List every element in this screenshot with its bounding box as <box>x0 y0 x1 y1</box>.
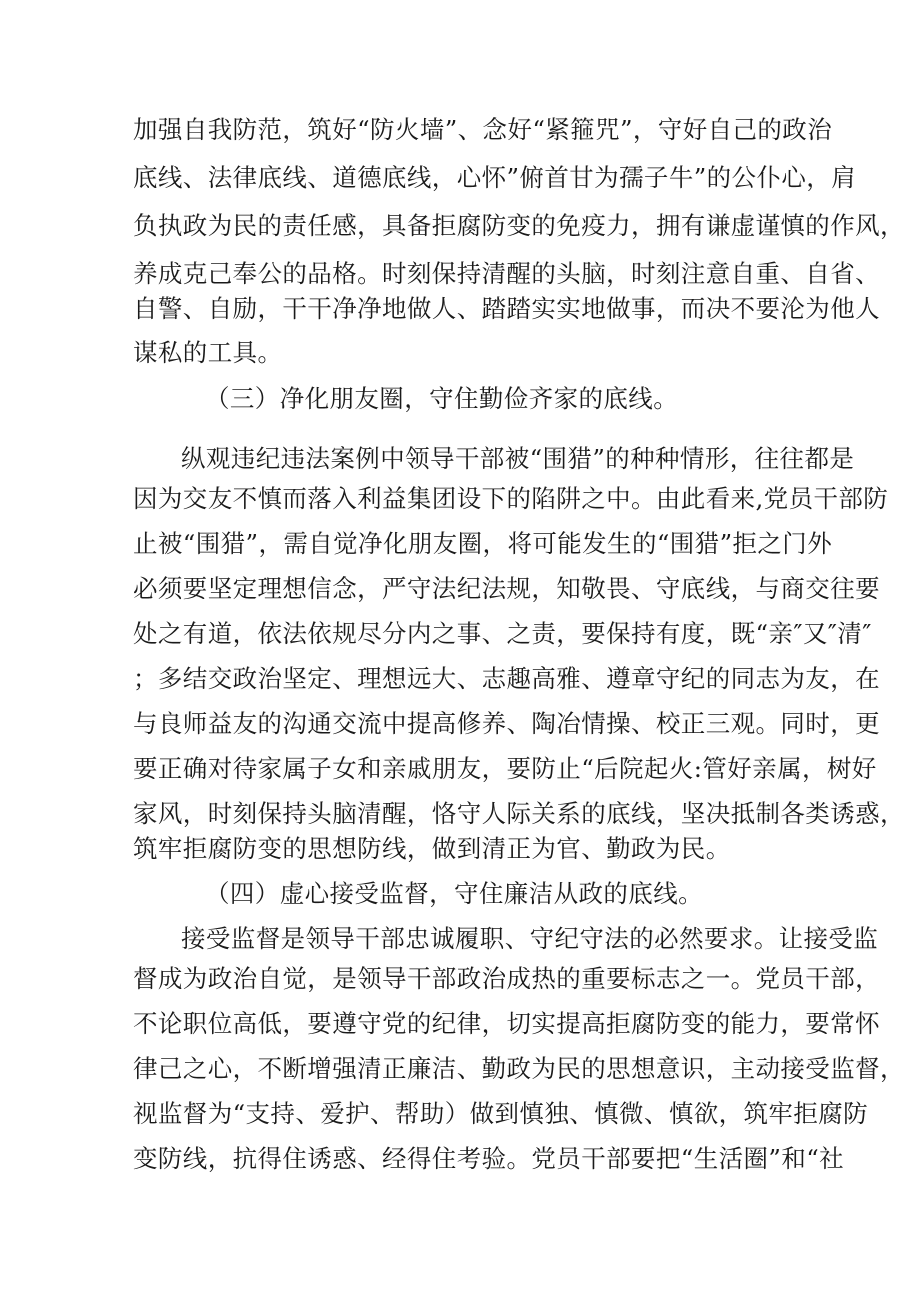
text-line: 筑牢拒腐防变的思想防线，做到清正为官、勤政为民。 <box>133 834 731 863</box>
text-line: 要正确对待家属子女和亲戚朋友，要防止“后院起火:管好亲属，树好 <box>133 754 877 783</box>
text-line: 加强自我防范，筑好“防火墙”、念好“紧箍咒”，守好自己的政治 <box>133 115 833 144</box>
text-line: 止被“围猎”，需自觉净化朋友圈，将可能发生的“围猎”拒之门外 <box>133 529 833 558</box>
text-line: 不论职位高低，要遵守党的纪律，切实提高拒腐防变的能力，要常怀 <box>133 1009 880 1038</box>
text-line: 家风，时刻保持头脑清醒，恪守人际关系的底线，坚决抵制各类诱惑， <box>133 799 905 828</box>
text-line: 视监督为“支持、爱护、帮助）做到慎独、慎微、慎欲，筑牢拒腐防 <box>133 1099 869 1128</box>
text-line: 督成为政治自觉，是领导干部政治成热的重要标志之一。党员干部， <box>133 964 880 993</box>
text-line: 负执政为民的责任感，具备拒腐防变的免疫力，拥有谦虚谨慎的作风， <box>133 211 905 240</box>
section-heading: （三）净化朋友圈，守住勤俭齐家的底线。 <box>205 384 679 413</box>
text-line: 养成克己奉公的品格。时刻保持清醒的头脑，时刻注意自重、自省、 <box>133 259 880 288</box>
text-line: ；多结交政治坚定、理想远大、志趣高雅、遵章守纪的同志为友，在 <box>133 664 880 693</box>
text-line: 接受监督是领导干部忠诚履职、守纪守法的必然要求。让接受监 <box>181 924 879 953</box>
text-line: 自警、自励，干干净净地做人、踏踏实实地做事，而决不要沦为他人 <box>133 294 880 323</box>
text-line: 必须要坚定理想信念，严守法纪法规，知敬畏、守底线，与商交往要 <box>133 574 880 603</box>
text-line: 因为交友不慎而落入利益集团设下的陷阱之中。由此看来,党员干部防 <box>133 484 889 513</box>
text-line: 变防线，抗得住诱惑、经得住考验。党员干部要把“生活圈”和“社 <box>133 1144 845 1173</box>
text-line: 纵观违纪违法案例中领导干部被“围猎”的种种情形，往往都是 <box>181 444 855 473</box>
text-line: 谋私的工具。 <box>133 338 283 367</box>
text-line: 底线、法律底线、道德底线，心怀”俯首甘为孺子牛”的公仆心，肩 <box>133 163 857 192</box>
text-line: 律己之心，不断增强清正廉洁、勤政为民的思想意识，主动接受监督， <box>133 1054 905 1083</box>
section-heading: （四）虚心接受监督，守住廉洁从政的底线。 <box>205 879 703 908</box>
text-line: 与良师益友的沟通交流中提高修养、陶冶情操、校正三观。同时，更 <box>133 709 880 738</box>
text-line: 处之有道，依法依规尽分内之事、之责，要保持有度，既“亲″又″清″ <box>133 619 872 648</box>
